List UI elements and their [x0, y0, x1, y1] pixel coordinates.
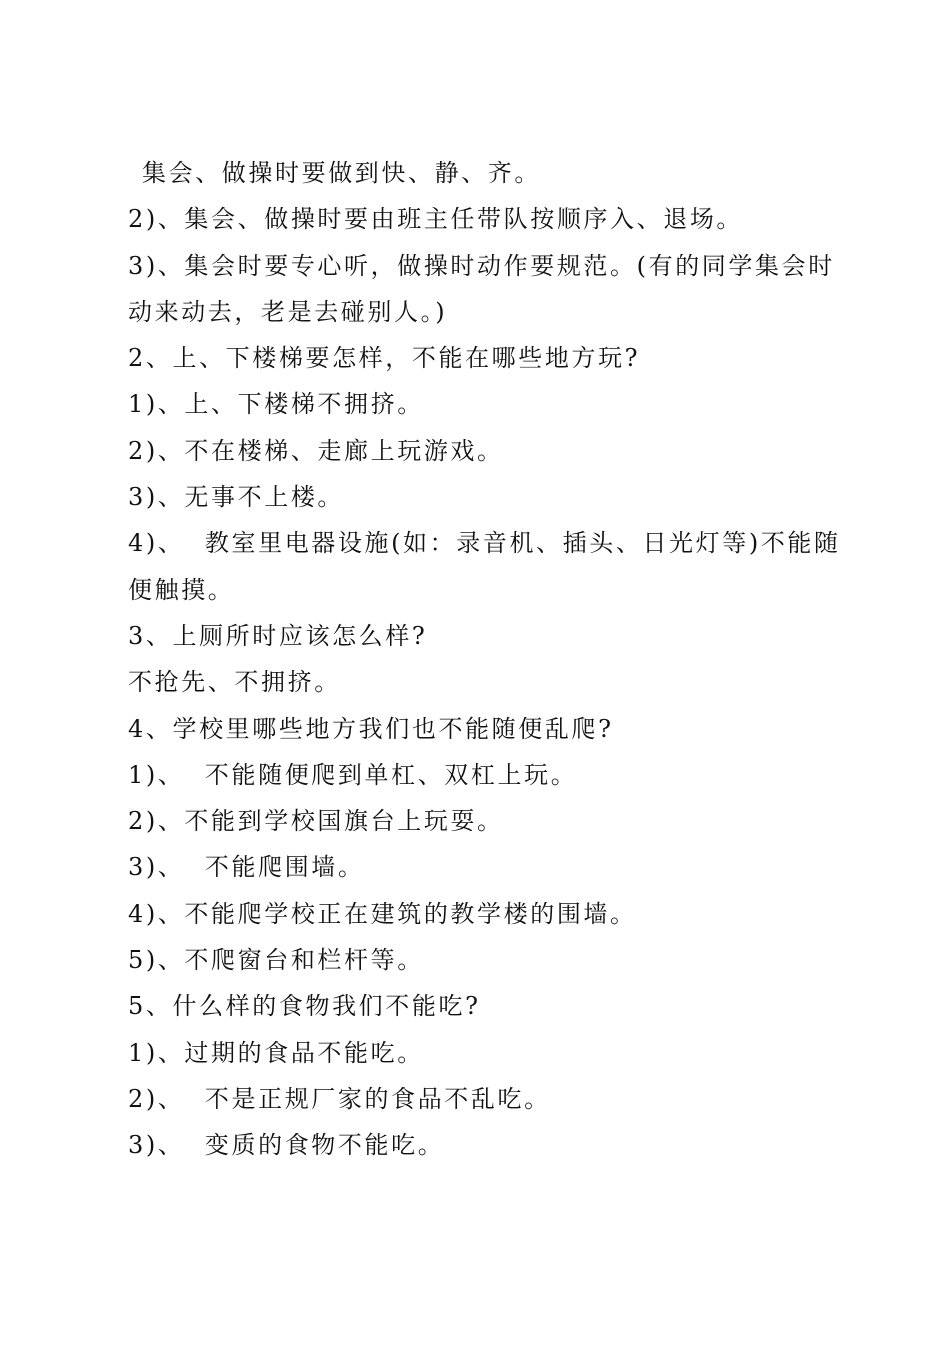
- text-line: 4)、不能爬学校正在建筑的教学楼的围墙。: [128, 899, 637, 928]
- text-line: 1)、过期的食品不能吃。: [128, 1038, 424, 1067]
- text-line: 便触摸。: [128, 575, 235, 604]
- text-line: 3)、集会时要专心听，做操时动作要规范。(有的同学集会时: [128, 251, 835, 280]
- text-line: 3)、 不能爬围墙。: [128, 853, 365, 882]
- text-line: 2)、不在楼梯、走廊上玩游戏。: [128, 436, 504, 465]
- question-heading: 4、学校里哪些地方我们也不能随便乱爬?: [128, 714, 614, 743]
- text-line: 集会、做操时要做到快、静、齐。: [142, 159, 541, 187]
- text-line: 1)、 不能随便爬到单杠、双杠上玩。: [128, 760, 578, 789]
- text-line: 2)、 不是正规厂家的食品不乱吃。: [128, 1084, 551, 1113]
- text-line: 1)、上、下楼梯不拥挤。: [128, 390, 424, 419]
- document-body: [128, 150, 841, 1169]
- text-line: 2)、不能到学校国旗台上玩耍。: [128, 807, 504, 836]
- text-line: 2)、集会、做操时要由班主任带队按顺序入、退场。: [128, 205, 744, 234]
- text-line: 3)、 变质的食物不能吃。: [128, 1131, 445, 1160]
- text-line: 4)、 教室里电器设施(如：录音机、插头、日光灯等)不能随: [128, 529, 841, 558]
- question-heading: 5、什么样的食物我们不能吃?: [128, 992, 481, 1021]
- text-line: 5)、不爬窗台和栏杆等。: [128, 946, 424, 975]
- text-line: 不抢先、不拥挤。: [128, 668, 341, 697]
- question-heading: 2、上、下楼梯要怎样，不能在哪些地方玩?: [128, 344, 641, 373]
- text-line: 动来动去，老是去碰别人。): [128, 297, 448, 326]
- text-line: 3)、无事不上楼。: [128, 483, 345, 512]
- question-heading: 3、上厕所时应该怎么样?: [128, 621, 428, 650]
